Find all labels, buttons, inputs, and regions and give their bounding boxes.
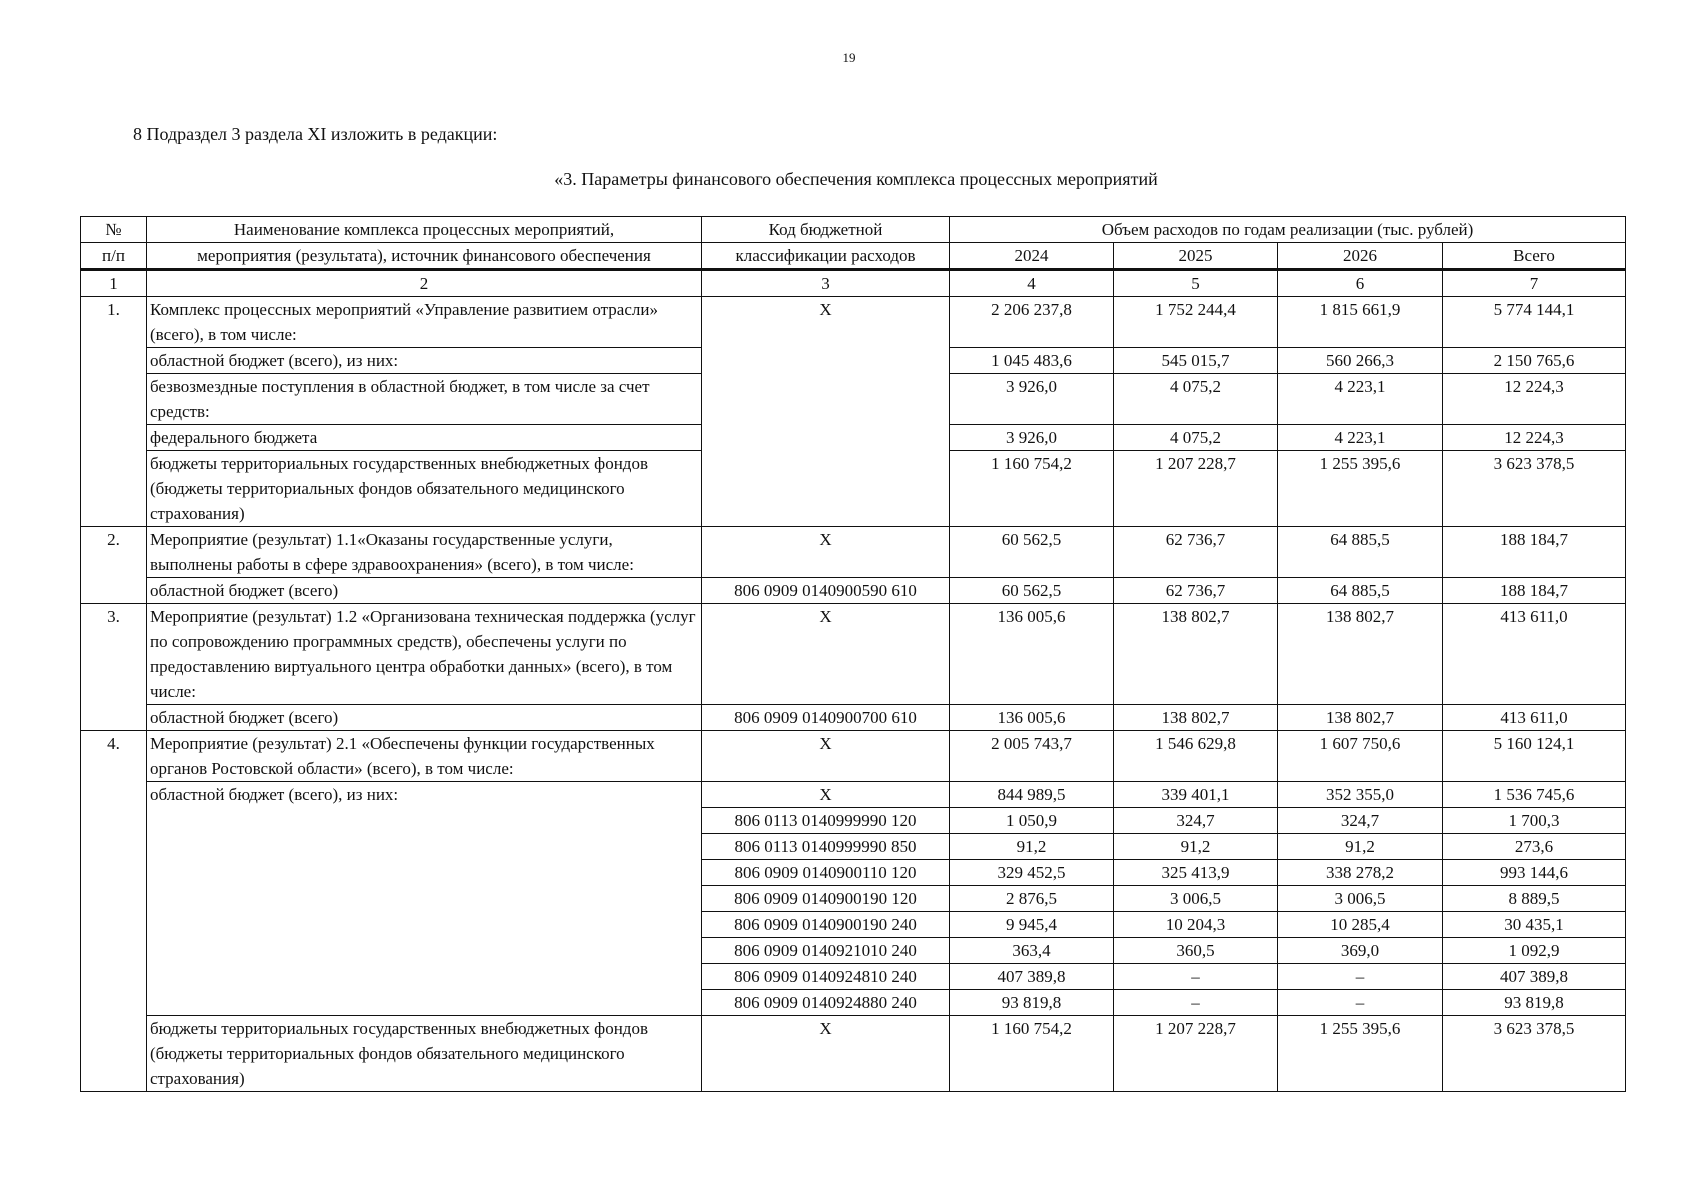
column-number: 5 — [1114, 270, 1278, 297]
value-2026: 1 815 661,9 — [1278, 297, 1443, 348]
budget-code: 806 0909 0140921010 240 — [702, 938, 950, 964]
value-total: 93 819,8 — [1443, 990, 1626, 1016]
page-number: 19 — [842, 50, 856, 65]
value-2025: 360,5 — [1114, 938, 1278, 964]
column-number: 7 — [1443, 270, 1626, 297]
header-year-2025: 2025 — [1114, 243, 1278, 270]
value-2025: 545 015,7 — [1114, 348, 1278, 374]
row-name: Мероприятие (результат) 1.1«Оказаны государственные услуги, выполнены работы в сфере здравоохранения» (всего), в том числе: — [147, 527, 702, 578]
value-2024: 91,2 — [950, 834, 1114, 860]
row-name: бюджеты территориальных государственных внебюджетных фондов (бюджеты территориальных фондов обязательного медицинского страхования) — [147, 1016, 702, 1092]
value-2025: 3 006,5 — [1114, 886, 1278, 912]
value-total: 12 224,3 — [1443, 425, 1626, 451]
row-name: областной бюджет (всего), из них: — [147, 348, 702, 374]
budget-code: 806 0909 0140924810 240 — [702, 964, 950, 990]
budget-code: 806 0909 0140900110 120 — [702, 860, 950, 886]
value-total: 30 435,1 — [1443, 912, 1626, 938]
value-2024: 1 160 754,2 — [950, 451, 1114, 527]
value-2024: 1 050,9 — [950, 808, 1114, 834]
value-2025: – — [1114, 964, 1278, 990]
column-number: 6 — [1278, 270, 1443, 297]
value-2025: 1 752 244,4 — [1114, 297, 1278, 348]
value-total: 3 623 378,5 — [1443, 1016, 1626, 1092]
budget-code: Х — [702, 297, 950, 527]
budget-code: 806 0909 0140900700 610 — [702, 705, 950, 731]
value-2024: 9 945,4 — [950, 912, 1114, 938]
budget-code: 806 0909 0140900190 240 — [702, 912, 950, 938]
value-total: 188 184,7 — [1443, 527, 1626, 578]
header-no: № — [81, 217, 147, 243]
value-total: 5 160 124,1 — [1443, 731, 1626, 782]
value-2026: 4 223,1 — [1278, 425, 1443, 451]
table-row — [81, 578, 1626, 604]
row-name: безвозмездные поступления в областной бюджет, в том числе за счет средств: — [147, 374, 702, 425]
row-name: областной бюджет (всего) — [147, 705, 702, 731]
row-name: Мероприятие (результат) 2.1 «Обеспечены функции государственных органов Ростовской области» (всего), в том числе: — [147, 731, 702, 782]
table-row — [81, 1016, 1626, 1092]
value-2026: 1 255 395,6 — [1278, 1016, 1443, 1092]
value-total: 2 150 765,6 — [1443, 348, 1626, 374]
value-2026: 338 278,2 — [1278, 860, 1443, 886]
budget-code: Х — [702, 731, 950, 782]
value-total: 1 092,9 — [1443, 938, 1626, 964]
header-volume: Объем расходов по годам реализации (тыс. рублей) — [950, 217, 1626, 243]
value-total: 8 889,5 — [1443, 886, 1626, 912]
value-2024: 407 389,8 — [950, 964, 1114, 990]
intro-text: 8 Подраздел 3 раздела XI изложить в редакции: — [133, 124, 498, 144]
value-2025: 4 075,2 — [1114, 425, 1278, 451]
value-2024: 3 926,0 — [950, 425, 1114, 451]
table-row — [81, 731, 1626, 782]
budget-code: Х — [702, 782, 950, 808]
value-2025: 10 204,3 — [1114, 912, 1278, 938]
value-total: 407 389,8 — [1443, 964, 1626, 990]
row-name: Комплекс процессных мероприятий «Управление развитием отрасли» (всего), в том числе: — [147, 297, 702, 348]
value-2025: 62 736,7 — [1114, 578, 1278, 604]
value-total: 413 611,0 — [1443, 604, 1626, 705]
budget-code: 806 0909 0140900190 120 — [702, 886, 950, 912]
value-2026: – — [1278, 964, 1443, 990]
column-numbers-row — [81, 270, 1626, 297]
value-2026: 560 266,3 — [1278, 348, 1443, 374]
row-name: бюджеты территориальных государственных внебюджетных фондов (бюджеты территориальных фондов обязательного медицинского страхования) — [147, 451, 702, 527]
value-total: 188 184,7 — [1443, 578, 1626, 604]
header-total: Всего — [1443, 243, 1626, 270]
header-name: Наименование комплекса процессных мероприятий, — [147, 217, 702, 243]
value-2026: 91,2 — [1278, 834, 1443, 860]
value-2024: 1 045 483,6 — [950, 348, 1114, 374]
header-row — [81, 217, 1626, 243]
value-2025: 62 736,7 — [1114, 527, 1278, 578]
budget-code: Х — [702, 527, 950, 578]
value-2024: 93 819,8 — [950, 990, 1114, 1016]
row-number: 2. — [81, 527, 147, 604]
value-2026: 64 885,5 — [1278, 578, 1443, 604]
row-number: 4. — [81, 731, 147, 1092]
value-2026: 1 255 395,6 — [1278, 451, 1443, 527]
value-total: 413 611,0 — [1443, 705, 1626, 731]
value-total: 1 700,3 — [1443, 808, 1626, 834]
value-2025: 91,2 — [1114, 834, 1278, 860]
row-number: 3. — [81, 604, 147, 731]
value-2024: 329 452,5 — [950, 860, 1114, 886]
header-year-2026: 2026 — [1278, 243, 1443, 270]
value-2026: 3 006,5 — [1278, 886, 1443, 912]
row-name: областной бюджет (всего) — [147, 578, 702, 604]
header-code-2: классификации расходов — [702, 243, 950, 270]
value-2025: 324,7 — [1114, 808, 1278, 834]
column-number: 2 — [147, 270, 702, 297]
budget-code: 806 0909 0140900590 610 — [702, 578, 950, 604]
budget-code: Х — [702, 604, 950, 705]
budget-code: Х — [702, 1016, 950, 1092]
value-2026: 10 285,4 — [1278, 912, 1443, 938]
table-row — [81, 705, 1626, 731]
value-2025: 1 207 228,7 — [1114, 1016, 1278, 1092]
table-row — [81, 604, 1626, 705]
column-number: 3 — [702, 270, 950, 297]
value-2024: 136 005,6 — [950, 604, 1114, 705]
table-title: «3. Параметры финансового обеспечения комплекса процессных мероприятий — [554, 169, 1158, 189]
value-2024: 1 160 754,2 — [950, 1016, 1114, 1092]
table-row — [81, 782, 1626, 808]
value-total: 5 774 144,1 — [1443, 297, 1626, 348]
value-2025: 1 546 629,8 — [1114, 731, 1278, 782]
value-2025: 339 401,1 — [1114, 782, 1278, 808]
value-2026: 64 885,5 — [1278, 527, 1443, 578]
budget-code: 806 0909 0140924880 240 — [702, 990, 950, 1016]
value-2024: 3 926,0 — [950, 374, 1114, 425]
value-2024: 363,4 — [950, 938, 1114, 964]
budget-code: 806 0113 0140999990 850 — [702, 834, 950, 860]
value-total: 1 536 745,6 — [1443, 782, 1626, 808]
value-2024: 2 005 743,7 — [950, 731, 1114, 782]
value-2025: 325 413,9 — [1114, 860, 1278, 886]
value-2026: 4 223,1 — [1278, 374, 1443, 425]
header-row-2 — [81, 243, 1626, 270]
value-2024: 2 876,5 — [950, 886, 1114, 912]
value-2025: 4 075,2 — [1114, 374, 1278, 425]
value-2024: 136 005,6 — [950, 705, 1114, 731]
value-2025: 138 802,7 — [1114, 604, 1278, 705]
value-2025: 138 802,7 — [1114, 705, 1278, 731]
value-2026: 352 355,0 — [1278, 782, 1443, 808]
value-2026: – — [1278, 990, 1443, 1016]
value-2024: 60 562,5 — [950, 527, 1114, 578]
value-total: 12 224,3 — [1443, 374, 1626, 425]
value-2026: 138 802,7 — [1278, 705, 1443, 731]
value-2025: 1 207 228,7 — [1114, 451, 1278, 527]
budget-code: 806 0113 0140999990 120 — [702, 808, 950, 834]
table-row — [81, 527, 1626, 578]
row-number: 1. — [81, 297, 147, 527]
value-2024: 2 206 237,8 — [950, 297, 1114, 348]
value-2024: 844 989,5 — [950, 782, 1114, 808]
value-2026: 324,7 — [1278, 808, 1443, 834]
column-number: 4 — [950, 270, 1114, 297]
value-total: 993 144,6 — [1443, 860, 1626, 886]
value-2025: – — [1114, 990, 1278, 1016]
value-total: 273,6 — [1443, 834, 1626, 860]
column-number: 1 — [81, 270, 147, 297]
header-no-2: п/п — [81, 243, 147, 270]
header-code: Код бюджетной — [702, 217, 950, 243]
value-total: 3 623 378,5 — [1443, 451, 1626, 527]
value-2026: 1 607 750,6 — [1278, 731, 1443, 782]
row-name: федерального бюджета — [147, 425, 702, 451]
row-name: Мероприятие (результат) 1.2 «Организована техническая поддержка (услуг по сопровождению программных средств), обеспечены услуги по предоставлению виртуального центра обработки данных» (всего), в том числе: — [147, 604, 702, 705]
header-name-2: мероприятия (результата), источник финансового обеспечения — [147, 243, 702, 270]
financing-table — [80, 216, 1626, 1092]
value-2024: 60 562,5 — [950, 578, 1114, 604]
header-year-2024: 2024 — [950, 243, 1114, 270]
table-row — [81, 297, 1626, 348]
value-2026: 138 802,7 — [1278, 604, 1443, 705]
value-2026: 369,0 — [1278, 938, 1443, 964]
row-name: областной бюджет (всего), из них: — [147, 782, 702, 1016]
